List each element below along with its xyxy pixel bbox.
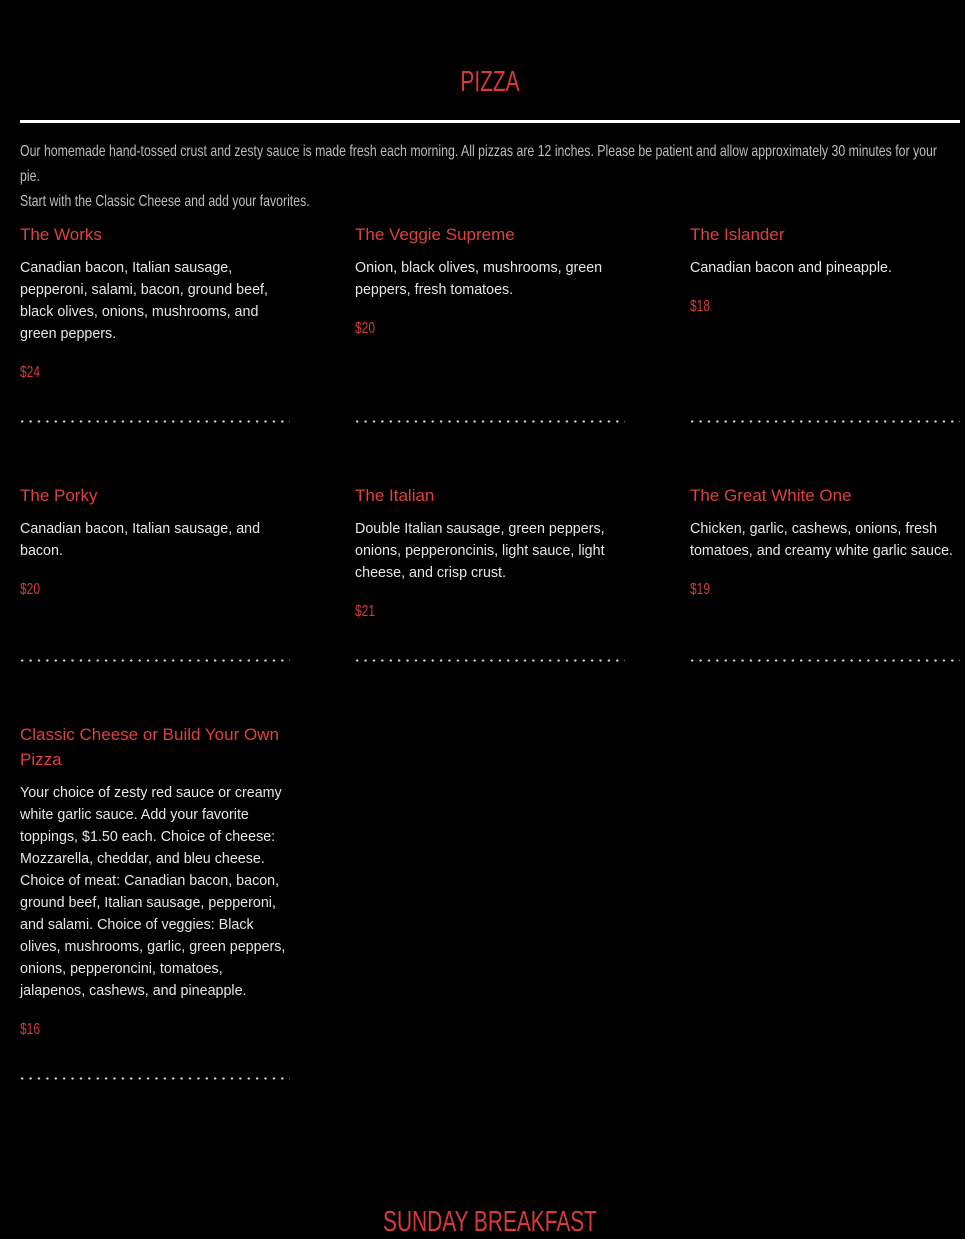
menu-item-title: The Porky: [20, 486, 98, 505]
menu-item-price: $20: [20, 581, 41, 598]
dotted-separator: [20, 659, 290, 662]
menu-item: [20, 222, 290, 423]
menu-item-description: Canadian bacon and pineapple.: [690, 260, 892, 276]
menu-item: [20, 722, 290, 1080]
menu-item-title: The Italian: [355, 486, 435, 505]
section-divider: [20, 120, 960, 123]
menu-item: [355, 483, 625, 662]
menu-item-description: Chicken, garlic, cashews, onions, fresh tomatoes, and creamy white garlic sauce.: [690, 521, 954, 559]
intro-line-1: Our homemade hand-tossed crust and zesty sauce is made fresh each morning. All pizzas are 12 inches. Please be patient and allow approximately 30 minutes for your pie.: [20, 143, 937, 185]
dotted-separator: [20, 420, 290, 423]
dotted-separator: [355, 420, 625, 423]
menu-item-description: Onion, black olives, mushrooms, green peppers, fresh tomatoes.: [355, 260, 603, 298]
menu-item-title: The Veggie Supreme: [355, 225, 515, 244]
menu-item-description: Double Italian sausage, green peppers, onions, pepperoncinis, light sauce, light cheese, and crisp crust.: [355, 521, 605, 581]
menu-item: [690, 222, 960, 423]
section-title: PIZZA: [460, 66, 520, 98]
menu-item-title: The Works: [20, 225, 102, 244]
menu-item-price: $21: [355, 603, 376, 620]
next-section-title: SUNDAY BREAKFAST: [383, 1206, 597, 1238]
dotted-separator: [690, 420, 960, 423]
dotted-separator: [20, 1077, 290, 1080]
menu-item: [690, 483, 960, 662]
menu-item-price: $24: [20, 364, 41, 381]
menu-item-price: $16: [20, 1021, 41, 1038]
dotted-separator: [690, 659, 960, 662]
section-intro: [20, 139, 944, 214]
menu-item-price: $19: [690, 581, 711, 598]
menu-item: [355, 222, 625, 423]
menu-item-description: Canadian bacon, Italian sausage, pepperoni, salami, bacon, ground beef, black olives, onions, mushrooms, and green peppers.: [20, 260, 268, 342]
menu-item: [20, 483, 290, 662]
menu-item-description: Your choice of zesty red sauce or creamy white garlic sauce. Add your favorite toppings, $1.50 each. Choice of cheese: Mozzarella, cheddar, and bleu cheese. Choice of meat: Canadian bacon, bacon, ground beef, Italian sausage, pepperoni, and salami. Choice of veggies: Black olives, mushrooms, garlic, green peppers, onions, pepperoncini, tomatoes, jalapenos, cashews, and pineapple.: [20, 785, 286, 999]
intro-line-2: Start with the Classic Cheese and add your favorites.: [20, 193, 310, 210]
menu-item-price: $18: [690, 298, 711, 315]
menu-item-title: The Great White One: [690, 486, 852, 505]
menu-item-title: Classic Cheese or Build Your Own Pizza: [20, 725, 279, 769]
menu-item-title: The Islander: [690, 225, 785, 244]
menu-item-price: $20: [355, 320, 376, 337]
menu-item-description: Canadian bacon, Italian sausage, and bacon.: [20, 521, 261, 559]
menu-grid: [20, 222, 965, 1080]
dotted-separator: [355, 659, 625, 662]
